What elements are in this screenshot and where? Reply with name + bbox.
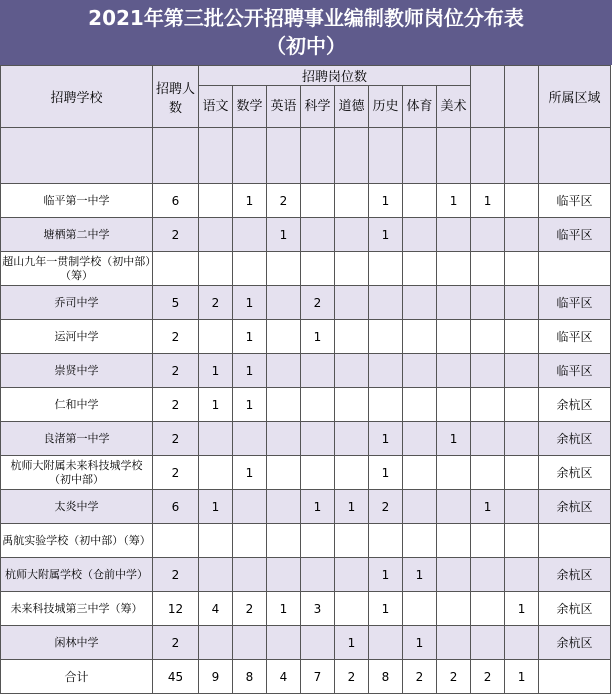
position-count-cell xyxy=(437,626,471,660)
position-count-cell xyxy=(437,592,471,626)
position-count-cell xyxy=(267,422,301,456)
region-cell: 余杭区 xyxy=(539,456,611,490)
position-count-cell xyxy=(471,592,505,626)
position-count-cell xyxy=(437,456,471,490)
position-count-cell xyxy=(267,320,301,354)
position-count-cell xyxy=(267,252,301,286)
hire-count-cell: 2 xyxy=(153,558,199,592)
position-count-cell xyxy=(403,422,437,456)
position-count-cell xyxy=(505,626,539,660)
header-count: 招聘人数 xyxy=(153,66,199,128)
position-count-cell xyxy=(233,626,267,660)
header-subject: 美术 xyxy=(437,86,471,128)
position-count-cell xyxy=(437,252,471,286)
total-position-cell: 7 xyxy=(301,660,335,694)
position-count-cell xyxy=(335,388,369,422)
hire-count-cell: 2 xyxy=(153,388,199,422)
header-blank-cell xyxy=(153,128,199,184)
region-cell: 余杭区 xyxy=(539,490,611,524)
header-subject: 体育 xyxy=(403,86,437,128)
region-cell: 余杭区 xyxy=(539,626,611,660)
position-count-cell: 1 xyxy=(369,592,403,626)
position-count-cell xyxy=(335,422,369,456)
position-count-cell xyxy=(403,592,437,626)
position-count-cell: 1 xyxy=(233,388,267,422)
position-count-cell xyxy=(335,354,369,388)
position-count-cell xyxy=(471,558,505,592)
hire-count-cell xyxy=(153,524,199,558)
position-count-cell xyxy=(403,524,437,558)
position-count-cell xyxy=(471,320,505,354)
hire-count-cell: 2 xyxy=(153,422,199,456)
table-row xyxy=(1,490,611,524)
position-count-cell xyxy=(369,354,403,388)
school-name-cell: 仁和中学 xyxy=(1,388,153,422)
table-row xyxy=(1,524,611,558)
header-blank-cell xyxy=(267,128,301,184)
school-name-cell: 太炎中学 xyxy=(1,490,153,524)
position-count-cell xyxy=(233,558,267,592)
header-region: 所属区域 xyxy=(539,66,611,128)
total-position-cell: 8 xyxy=(233,660,267,694)
header-positions: 招聘岗位数 xyxy=(199,66,471,86)
position-count-cell xyxy=(233,422,267,456)
header-blank-cell xyxy=(403,128,437,184)
position-count-cell xyxy=(267,286,301,320)
position-count-cell xyxy=(369,286,403,320)
position-count-cell xyxy=(301,626,335,660)
total-row xyxy=(1,660,611,694)
position-count-cell xyxy=(471,218,505,252)
school-name-cell: 运河中学 xyxy=(1,320,153,354)
position-count-cell xyxy=(301,388,335,422)
hire-count-cell xyxy=(153,252,199,286)
position-count-cell xyxy=(403,286,437,320)
region-cell: 余杭区 xyxy=(539,422,611,456)
position-count-cell xyxy=(199,320,233,354)
position-count-cell: 1 xyxy=(267,592,301,626)
position-count-cell: 1 xyxy=(233,320,267,354)
position-count-cell xyxy=(267,626,301,660)
table-row xyxy=(1,252,611,286)
position-count-cell xyxy=(505,184,539,218)
hire-count-cell: 12 xyxy=(153,592,199,626)
table-row xyxy=(1,286,611,320)
position-count-cell xyxy=(267,490,301,524)
position-count-cell: 2 xyxy=(199,286,233,320)
header-blank-cell xyxy=(1,128,153,184)
school-name-cell: 禹航实验学校（初中部）（筹） xyxy=(1,524,153,558)
position-count-cell: 1 xyxy=(369,422,403,456)
hire-count-cell: 5 xyxy=(153,286,199,320)
position-count-cell: 1 xyxy=(233,354,267,388)
total-position-cell: 2 xyxy=(437,660,471,694)
hire-count-cell: 2 xyxy=(153,354,199,388)
position-count-cell: 1 xyxy=(471,490,505,524)
position-count-cell: 2 xyxy=(301,286,335,320)
table-row xyxy=(1,626,611,660)
table-row xyxy=(1,184,611,218)
position-count-cell: 1 xyxy=(233,456,267,490)
position-count-cell xyxy=(505,456,539,490)
position-table xyxy=(0,65,611,694)
header-blank-cell xyxy=(471,128,505,184)
table-row xyxy=(1,456,611,490)
header-subject: 数学 xyxy=(233,86,267,128)
header-blank-cell xyxy=(369,128,403,184)
position-count-cell xyxy=(471,422,505,456)
total-region-cell xyxy=(539,660,611,694)
school-name-cell: 良渚第一中学 xyxy=(1,422,153,456)
position-count-cell xyxy=(437,388,471,422)
header-blank-cell xyxy=(539,128,611,184)
position-count-cell: 1 xyxy=(437,184,471,218)
position-count-cell xyxy=(301,524,335,558)
position-count-cell xyxy=(267,558,301,592)
position-count-cell xyxy=(301,252,335,286)
position-count-cell: 1 xyxy=(403,558,437,592)
position-count-cell xyxy=(403,252,437,286)
position-count-cell xyxy=(301,184,335,218)
hire-count-cell: 2 xyxy=(153,320,199,354)
position-count-cell xyxy=(233,490,267,524)
region-cell: 余杭区 xyxy=(539,388,611,422)
position-count-cell xyxy=(505,252,539,286)
position-count-cell: 1 xyxy=(369,456,403,490)
total-count-cell: 45 xyxy=(153,660,199,694)
position-count-cell xyxy=(403,490,437,524)
hire-count-cell: 6 xyxy=(153,184,199,218)
header-extra-1 xyxy=(471,66,505,128)
school-name-cell: 临平第一中学 xyxy=(1,184,153,218)
position-count-cell xyxy=(369,626,403,660)
position-count-cell xyxy=(199,456,233,490)
position-count-cell: 1 xyxy=(369,218,403,252)
school-name-cell: 崇贤中学 xyxy=(1,354,153,388)
total-position-cell: 4 xyxy=(267,660,301,694)
total-position-cell: 9 xyxy=(199,660,233,694)
header-subject: 英语 xyxy=(267,86,301,128)
position-count-cell xyxy=(199,252,233,286)
table-title xyxy=(0,0,612,65)
position-count-cell: 1 xyxy=(199,388,233,422)
region-cell: 临平区 xyxy=(539,184,611,218)
position-count-cell xyxy=(437,320,471,354)
position-count-cell xyxy=(199,184,233,218)
region-cell xyxy=(539,524,611,558)
header-blank-cell xyxy=(335,128,369,184)
hire-count-cell: 2 xyxy=(153,626,199,660)
position-count-cell: 3 xyxy=(301,592,335,626)
total-position-cell: 1 xyxy=(505,660,539,694)
position-count-cell xyxy=(471,286,505,320)
position-count-cell: 1 xyxy=(267,218,301,252)
position-count-cell xyxy=(437,286,471,320)
region-cell: 临平区 xyxy=(539,286,611,320)
position-count-cell: 1 xyxy=(437,422,471,456)
title-line-2: （初中） xyxy=(266,34,346,58)
position-count-cell xyxy=(267,388,301,422)
position-count-cell: 1 xyxy=(335,490,369,524)
position-count-cell xyxy=(199,558,233,592)
position-count-cell xyxy=(301,422,335,456)
position-count-cell xyxy=(301,558,335,592)
school-name-cell: 杭师大附属未来科技城学校（初中部） xyxy=(1,456,153,490)
position-count-cell xyxy=(505,524,539,558)
position-count-cell xyxy=(335,184,369,218)
position-count-cell xyxy=(301,218,335,252)
table-row xyxy=(1,218,611,252)
position-count-cell: 1 xyxy=(403,626,437,660)
position-count-cell xyxy=(505,422,539,456)
position-count-cell: 1 xyxy=(301,320,335,354)
position-count-cell xyxy=(505,558,539,592)
position-count-cell xyxy=(437,354,471,388)
region-cell: 临平区 xyxy=(539,218,611,252)
position-count-cell xyxy=(403,388,437,422)
position-count-cell xyxy=(199,422,233,456)
position-count-cell xyxy=(335,592,369,626)
position-count-cell: 1 xyxy=(233,184,267,218)
table-row xyxy=(1,422,611,456)
hire-count-cell: 6 xyxy=(153,490,199,524)
table-row xyxy=(1,354,611,388)
region-cell: 临平区 xyxy=(539,320,611,354)
total-position-cell: 2 xyxy=(403,660,437,694)
region-cell xyxy=(539,252,611,286)
header-blank-cell xyxy=(505,128,539,184)
hire-count-cell: 2 xyxy=(153,456,199,490)
position-count-cell xyxy=(471,388,505,422)
position-count-cell xyxy=(199,524,233,558)
region-cell: 余杭区 xyxy=(539,558,611,592)
total-position-cell: 2 xyxy=(335,660,369,694)
position-count-cell xyxy=(369,388,403,422)
position-count-cell: 1 xyxy=(301,490,335,524)
position-count-cell xyxy=(505,218,539,252)
position-count-cell xyxy=(505,286,539,320)
position-count-cell xyxy=(471,524,505,558)
position-count-cell xyxy=(437,524,471,558)
position-count-cell xyxy=(335,456,369,490)
header-blank-cell xyxy=(301,128,335,184)
position-count-cell xyxy=(199,626,233,660)
position-count-cell xyxy=(505,388,539,422)
position-count-cell xyxy=(505,320,539,354)
position-count-cell: 1 xyxy=(335,626,369,660)
region-cell: 临平区 xyxy=(539,354,611,388)
position-count-cell xyxy=(335,524,369,558)
header-subject: 语文 xyxy=(199,86,233,128)
position-count-cell xyxy=(233,524,267,558)
position-count-cell xyxy=(335,218,369,252)
school-name-cell: 超山九年一贯制学校（初中部）（筹） xyxy=(1,252,153,286)
position-count-cell: 2 xyxy=(369,490,403,524)
position-count-cell xyxy=(369,320,403,354)
school-name-cell: 杭师大附属学校（仓前中学） xyxy=(1,558,153,592)
position-count-cell xyxy=(471,626,505,660)
position-count-cell: 1 xyxy=(199,354,233,388)
header-extra-2 xyxy=(505,66,539,128)
position-count-cell xyxy=(369,524,403,558)
position-count-cell xyxy=(471,456,505,490)
position-count-cell: 1 xyxy=(369,558,403,592)
position-count-cell xyxy=(335,286,369,320)
position-count-cell xyxy=(437,218,471,252)
position-count-cell xyxy=(335,320,369,354)
position-count-cell xyxy=(505,490,539,524)
position-count-cell xyxy=(335,252,369,286)
position-count-cell: 1 xyxy=(369,184,403,218)
header-subject: 历史 xyxy=(369,86,403,128)
position-count-cell xyxy=(403,456,437,490)
position-count-cell xyxy=(403,354,437,388)
position-count-cell xyxy=(267,524,301,558)
header-school: 招聘学校 xyxy=(1,66,153,128)
position-count-cell xyxy=(301,456,335,490)
position-count-cell xyxy=(437,558,471,592)
position-count-cell xyxy=(199,218,233,252)
position-count-cell: 1 xyxy=(233,286,267,320)
table-row xyxy=(1,388,611,422)
total-label-cell: 合计 xyxy=(1,660,153,694)
school-name-cell: 塘栖第二中学 xyxy=(1,218,153,252)
position-count-cell xyxy=(301,354,335,388)
school-name-cell: 未来科技城第三中学（筹） xyxy=(1,592,153,626)
total-position-cell: 8 xyxy=(369,660,403,694)
school-name-cell: 乔司中学 xyxy=(1,286,153,320)
position-count-cell: 2 xyxy=(233,592,267,626)
position-count-cell xyxy=(471,354,505,388)
position-count-cell xyxy=(437,490,471,524)
position-count-cell xyxy=(233,252,267,286)
position-count-cell xyxy=(403,218,437,252)
table-row xyxy=(1,320,611,354)
position-count-cell xyxy=(267,354,301,388)
position-count-cell: 2 xyxy=(267,184,301,218)
header-blank-cell xyxy=(199,128,233,184)
header-blank-cell xyxy=(437,128,471,184)
header-subject: 道德 xyxy=(335,86,369,128)
table-row xyxy=(1,558,611,592)
title-line-1: 2021年第三批公开招聘事业编制教师岗位分布表 xyxy=(88,6,524,30)
position-count-cell xyxy=(233,218,267,252)
header-blank-cell xyxy=(233,128,267,184)
position-count-cell xyxy=(403,184,437,218)
school-name-cell: 闲林中学 xyxy=(1,626,153,660)
position-count-cell: 4 xyxy=(199,592,233,626)
total-position-cell: 2 xyxy=(471,660,505,694)
position-count-cell xyxy=(403,320,437,354)
position-count-cell xyxy=(267,456,301,490)
position-count-cell xyxy=(369,252,403,286)
position-count-cell xyxy=(505,354,539,388)
region-cell: 余杭区 xyxy=(539,592,611,626)
header-subject: 科学 xyxy=(301,86,335,128)
position-count-cell xyxy=(335,558,369,592)
position-count-cell xyxy=(471,252,505,286)
position-count-cell: 1 xyxy=(505,592,539,626)
table-row xyxy=(1,592,611,626)
hire-count-cell: 2 xyxy=(153,218,199,252)
position-count-cell: 1 xyxy=(471,184,505,218)
position-count-cell: 1 xyxy=(199,490,233,524)
